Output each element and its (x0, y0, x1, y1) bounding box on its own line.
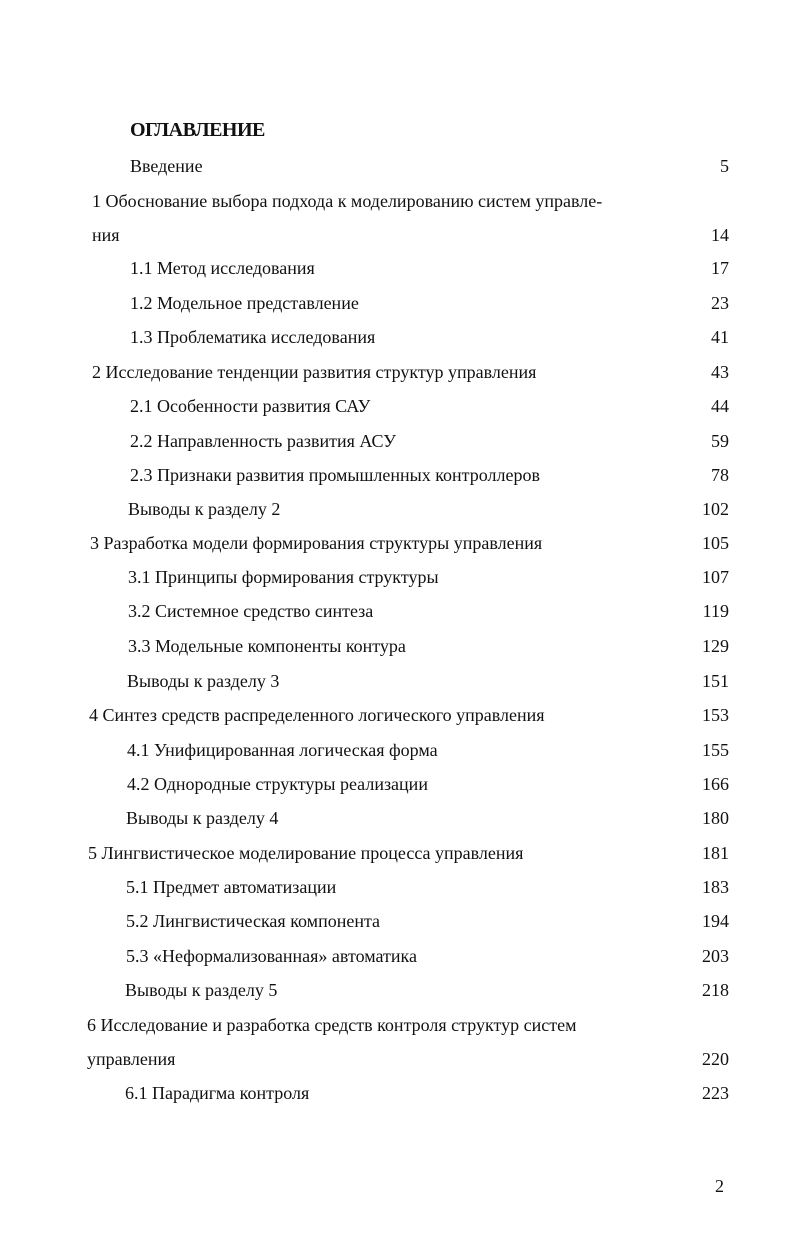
toc-entry-page: 59 (711, 431, 729, 451)
toc-entry (0, 1010, 795, 1040)
toc-entry (0, 357, 795, 387)
toc-entry-label: 1.1 Метод исследования (130, 258, 315, 278)
toc-entry-page: 43 (711, 362, 729, 382)
toc-entry (0, 528, 795, 558)
toc-entry (0, 151, 795, 181)
toc-entry-label: Выводы к разделу 3 (127, 671, 280, 691)
toc-entry-page: 180 (702, 808, 729, 828)
toc-entry-label: 1.2 Модельное представление (130, 293, 359, 313)
toc-entry (0, 186, 795, 216)
toc-entry-label: 3 Разработка модели формирования структуры управления (90, 533, 543, 553)
toc-entry-page: 151 (702, 671, 729, 691)
toc-entry (0, 494, 795, 524)
toc-entry-page: 44 (711, 396, 729, 416)
toc-entry-page: 153 (702, 705, 729, 725)
toc-entry-label: 5.1 Предмет автоматизации (126, 877, 337, 897)
toc-entry (0, 941, 795, 971)
toc-entry-page: 220 (702, 1049, 729, 1069)
toc-entry-label: 3.2 Системное средство синтеза (128, 601, 374, 621)
toc-entry (0, 1044, 795, 1074)
toc-entry-page: 23 (711, 293, 729, 313)
toc-entry-label: управления (87, 1049, 176, 1069)
toc-entry (0, 288, 795, 318)
toc-entry (0, 253, 795, 283)
toc-entry-label: 5.3 «Неформализованная» автоматика (126, 946, 417, 966)
toc-entry-label: Выводы к разделу 4 (126, 808, 279, 828)
toc-entry (0, 700, 795, 730)
toc-entry-page: 119 (702, 601, 729, 621)
toc-entry-page: 41 (711, 327, 729, 347)
toc-entry-page: 218 (702, 980, 729, 1000)
toc-entry-label: 2.2 Направленность развития АСУ (130, 431, 397, 451)
toc-entry-label: 2.1 Особенности развития САУ (130, 396, 371, 416)
toc-entry-page: 102 (702, 499, 729, 519)
toc-entry-label: 6 Исследование и разработка средств контроля структур систем (87, 1015, 577, 1035)
toc-entry-page: 194 (702, 911, 729, 931)
toc-entry (0, 322, 795, 352)
toc-entry-page: 183 (702, 877, 729, 897)
toc-entry-label: 3.3 Модельные компоненты контура (128, 636, 406, 656)
toc-entry-label: 5.2 Лингвистическая компонента (126, 911, 381, 931)
toc-entry-page: 17 (711, 258, 729, 278)
toc-entry-page: 105 (702, 533, 729, 553)
toc-entry-page: 181 (702, 843, 729, 863)
page-number: 2 (715, 1176, 724, 1196)
toc-entry (0, 735, 795, 765)
toc-entry-page: 166 (702, 774, 729, 794)
toc-entry-page: 155 (702, 740, 729, 760)
toc-entry-label: 5 Лингвистическое моделирование процесса управления (88, 843, 524, 863)
toc-entry-label: 2.3 Признаки развития промышленных контроллеров (130, 465, 540, 485)
toc-entry (0, 596, 795, 626)
toc-entry-page: 78 (711, 465, 729, 485)
toc-entry-page: 107 (702, 567, 729, 587)
toc-entry (0, 1078, 795, 1108)
toc-entry (0, 838, 795, 868)
toc-entry-label: 4.1 Унифицированная логическая форма (127, 740, 438, 760)
toc-entry-label: ния (92, 225, 120, 245)
toc-entry-label: 2 Исследование тенденции развития структур управления (92, 362, 537, 382)
toc-entry-page: 14 (711, 225, 729, 245)
toc-entry-label: 4.2 Однородные структуры реализации (127, 774, 428, 794)
toc-entry (0, 769, 795, 799)
toc-entry (0, 562, 795, 592)
toc-entry-label: Выводы к разделу 5 (125, 980, 278, 1000)
toc-entry (0, 975, 795, 1005)
toc-entry-page: 129 (702, 636, 729, 656)
toc-entry-label: 6.1 Парадигма контроля (125, 1083, 310, 1103)
toc-entry-label: Выводы к разделу 2 (128, 499, 281, 519)
toc-entry-label: Введение (130, 156, 203, 176)
toc-entry-page: 223 (702, 1083, 729, 1103)
toc-entry (0, 872, 795, 902)
toc-entry (0, 906, 795, 936)
toc-entry (0, 220, 795, 250)
toc-entry-label: 3.1 Принципы формирования структуры (128, 567, 439, 587)
toc-entry (0, 803, 795, 833)
toc-entry-label: 4 Синтез средств распределенного логического управления (89, 705, 545, 725)
toc-entry (0, 460, 795, 490)
toc-entry-label: 1.3 Проблематика исследования (130, 327, 376, 347)
toc-entry (0, 391, 795, 421)
toc-entry-page: 203 (702, 946, 729, 966)
toc-entry (0, 631, 795, 661)
toc-title: ОГЛАВЛЕНИЕ (130, 119, 265, 141)
toc-entry (0, 426, 795, 456)
toc-entry-label: 1 Обоснование выбора подхода к моделированию систем управле- (92, 191, 603, 211)
toc-entry-page: 5 (720, 156, 729, 176)
toc-entry (0, 666, 795, 696)
